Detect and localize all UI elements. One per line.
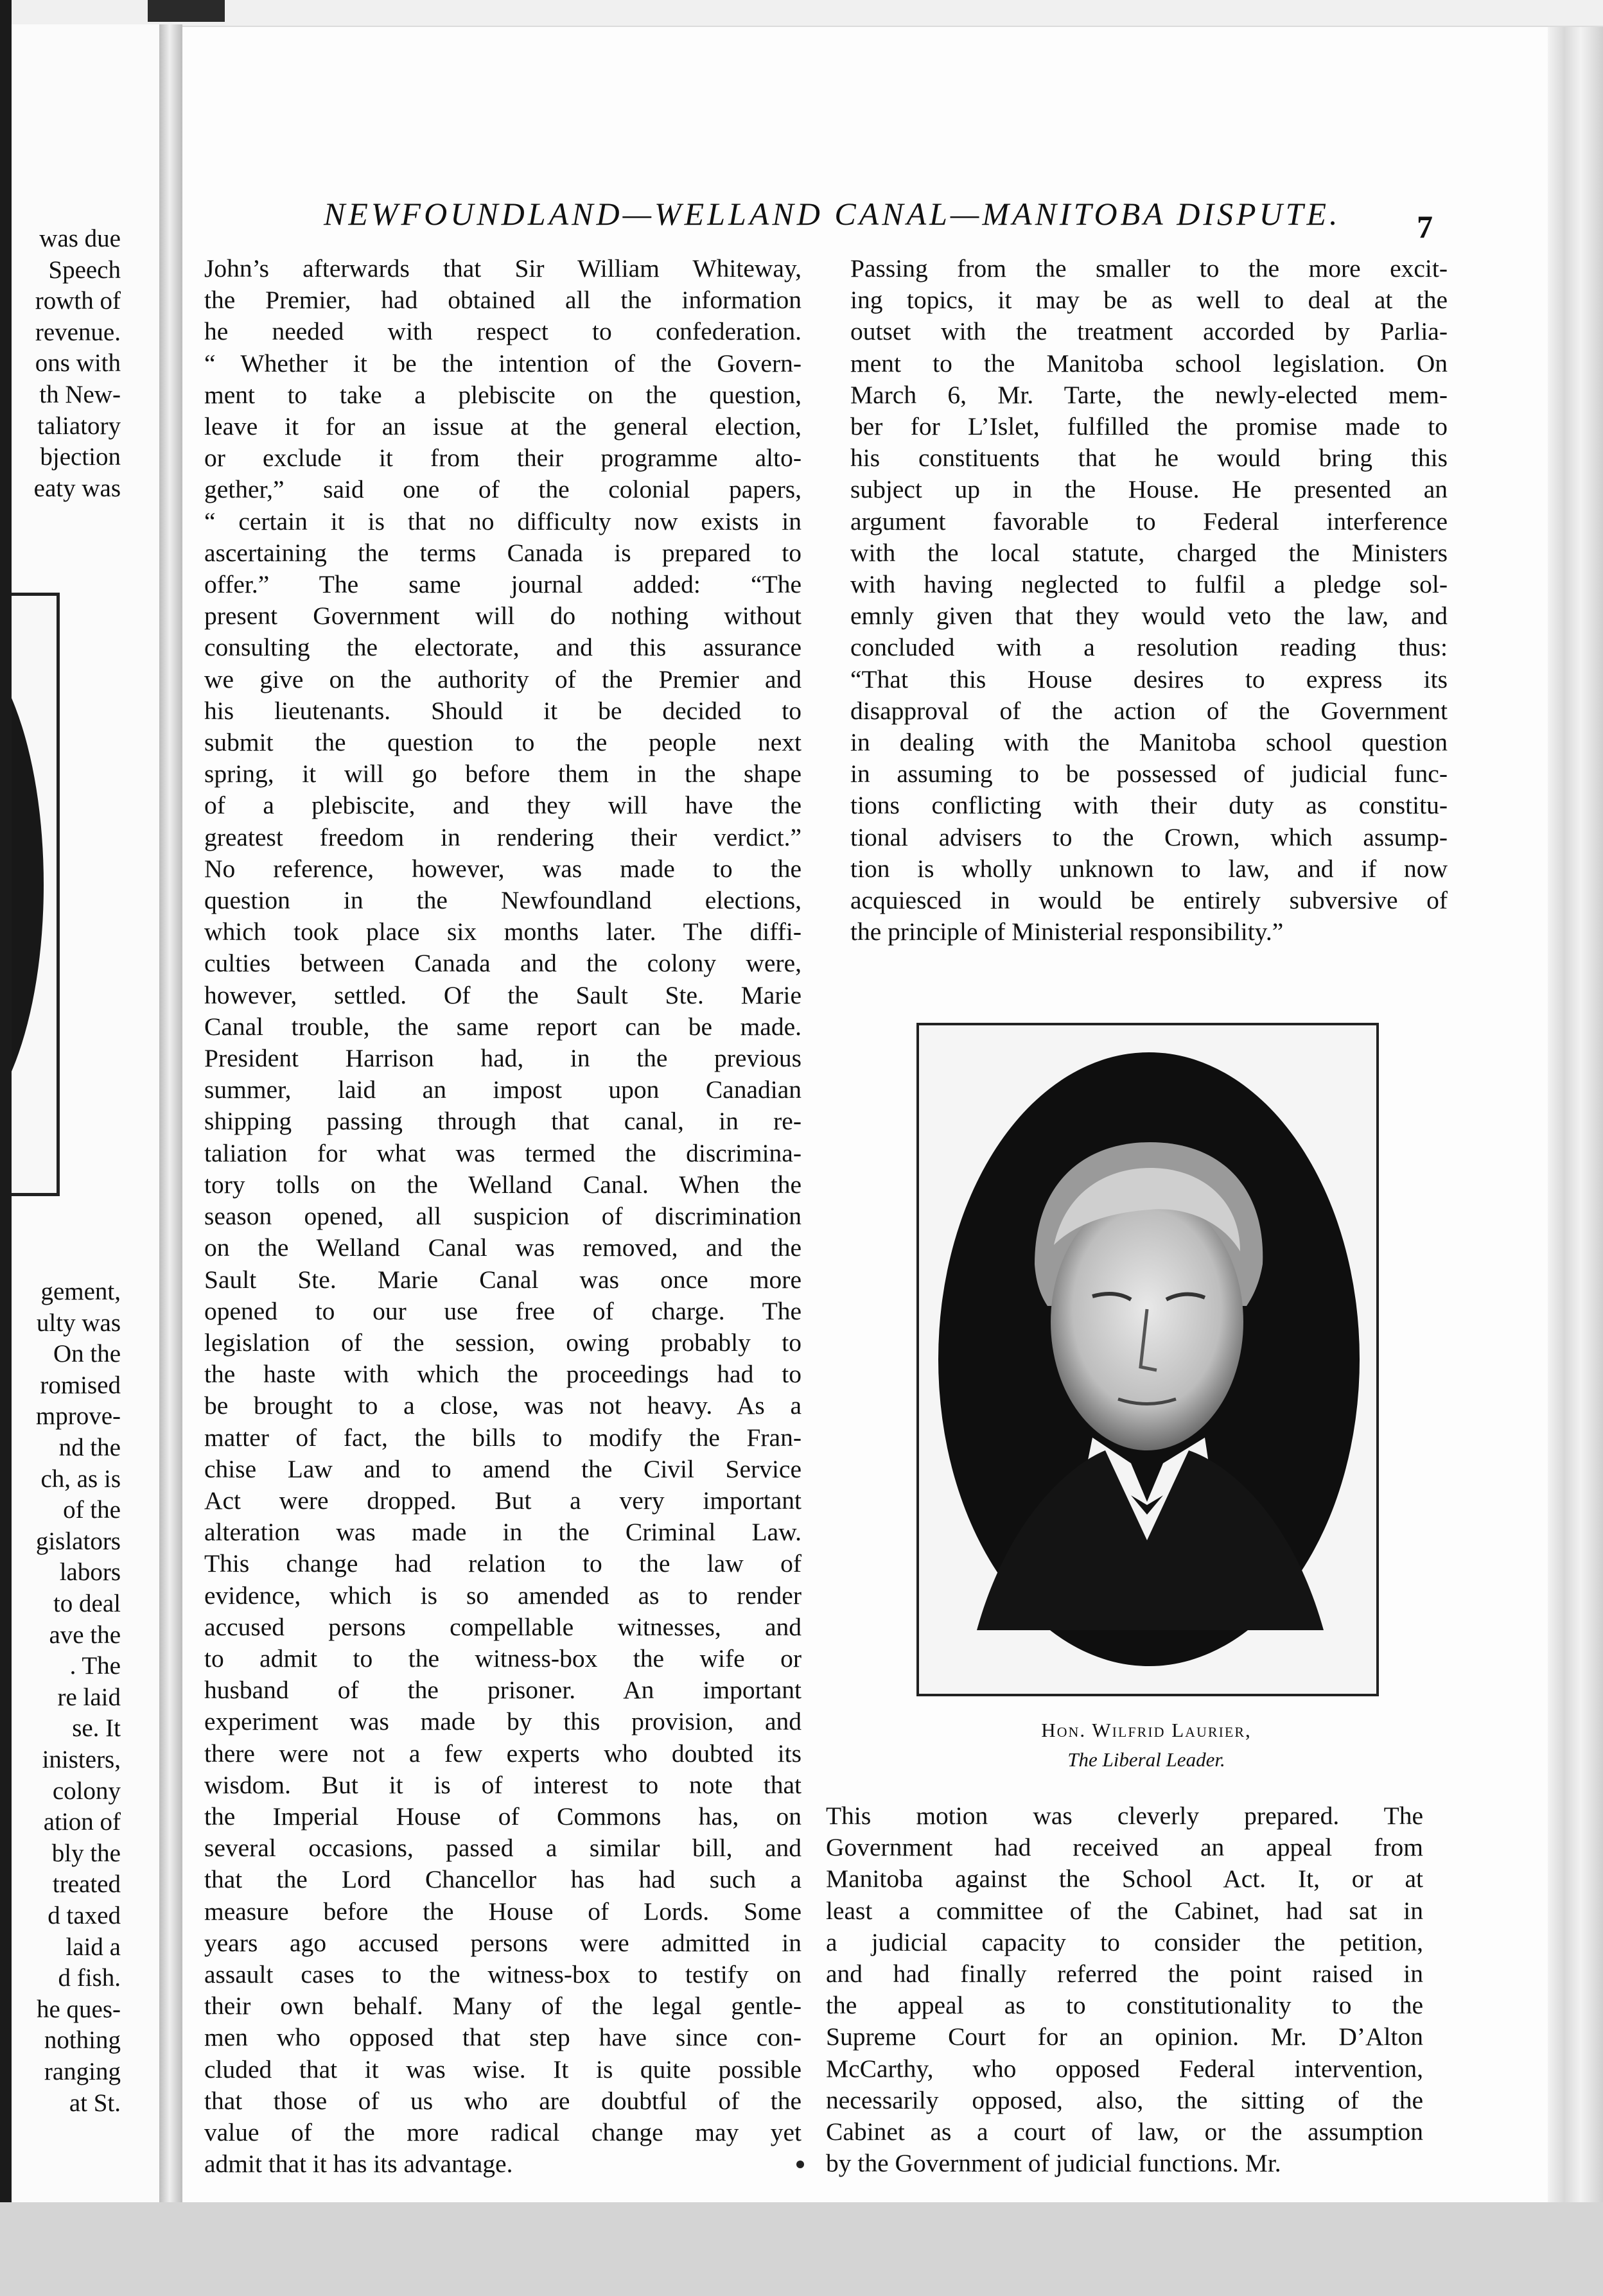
text-line: disapproval of the action of the Government bbox=[850, 696, 1448, 725]
text-line: Supreme Court for an opinion. Mr. D’Alton bbox=[826, 2022, 1423, 2051]
text-line: Act were dropped. But a very important bbox=[204, 1486, 802, 1515]
previous-page-line: ranging bbox=[44, 2058, 121, 2085]
text-line: several occasions, passed a similar bill, and bbox=[204, 1834, 802, 1863]
text-line: we give on the authority of the Premier and bbox=[204, 665, 802, 693]
previous-page-line: On the bbox=[53, 1340, 121, 1368]
text-line: ment to the Manitoba school legislation. On bbox=[850, 349, 1448, 378]
text-line: March 6, Mr. Tarte, the newly-elected mem- bbox=[850, 380, 1448, 409]
text-line: tions conflicting with their duty as constitu- bbox=[850, 791, 1448, 820]
text-line: his constituents that he would bring this bbox=[850, 444, 1448, 473]
text-line: matter of fact, the bills to modify the Fran- bbox=[204, 1423, 802, 1452]
text-line: the appeal as to constitutionality to the bbox=[826, 1991, 1423, 2020]
text-line: shipping passing through that canal, in re- bbox=[204, 1107, 802, 1136]
previous-page-line: ave the bbox=[49, 1621, 121, 1649]
previous-page-fragment bbox=[12, 24, 159, 2202]
caption-title: The Liberal Leader. bbox=[1067, 1748, 1225, 1771]
text-line: ber for L’Islet, fulfilled the promise made to bbox=[850, 412, 1448, 441]
text-line: his lieutenants. Should it be decided to bbox=[204, 696, 802, 725]
text-line: tion is wholly unknown to law, and if now bbox=[850, 854, 1448, 883]
text-line: “ certain it is that no difficulty now exists in bbox=[204, 507, 802, 535]
text-line: tional advisers to the Crown, which assump- bbox=[850, 822, 1448, 851]
text-line: emnly given that they would veto the law, and bbox=[850, 602, 1448, 631]
text-line: that the Lord Chancellor has had such a bbox=[204, 1865, 802, 1894]
previous-page-line: inisters, bbox=[42, 1746, 121, 1773]
book-spine bbox=[159, 24, 182, 2202]
text-line: Cabinet as a court of law, or the assumption bbox=[826, 2118, 1423, 2146]
previous-page-line: gement, bbox=[40, 1278, 121, 1305]
text-line: outset with the treatment accorded by Parlia- bbox=[850, 317, 1448, 346]
text-line: gether,” said one of the colonial papers, bbox=[204, 475, 802, 504]
previous-page-line: ation of bbox=[43, 1808, 121, 1836]
scan-binding-clip bbox=[148, 0, 225, 22]
text-line: Passing from the smaller to the more excit- bbox=[850, 254, 1448, 283]
text-line: President Harrison had, in the previous bbox=[204, 1044, 802, 1073]
text-line: chise Law and to amend the Civil Service bbox=[204, 1454, 802, 1483]
previous-page-line: mprove- bbox=[35, 1402, 121, 1431]
text-line: argument favorable to Federal interference bbox=[850, 507, 1448, 535]
text-line: least a committee of the Cabinet, had sat in bbox=[826, 1896, 1423, 1925]
text-line: opened to our use free of charge. The bbox=[204, 1296, 802, 1325]
previous-page-line: ch, as is bbox=[40, 1465, 121, 1493]
text-line: ment to take a plebiscite on the question, bbox=[204, 380, 802, 409]
text-line: season opened, all suspicion of discrimination bbox=[204, 1202, 802, 1231]
previous-page-line: Speech bbox=[48, 256, 121, 284]
text-line: cluded that it was wise. It is quite possible bbox=[204, 2055, 802, 2083]
previous-page-line: laid a bbox=[66, 1933, 121, 1961]
scan-bottom-band bbox=[0, 2202, 1603, 2296]
text-line: to admit to the witness-box the wife or bbox=[204, 1644, 802, 1673]
text-line: summer, laid an impost upon Canadian bbox=[204, 1075, 802, 1104]
text-line: spring, it will go before them in the shape bbox=[204, 760, 802, 788]
text-line: ascertaining the terms Canada is prepared to bbox=[204, 538, 802, 567]
text-line: submit the question to the people next bbox=[204, 728, 802, 757]
previous-page-line: bjection bbox=[40, 443, 121, 471]
text-line: Canal trouble, the same report can be made. bbox=[204, 1012, 802, 1041]
previous-page-line: romised bbox=[40, 1371, 121, 1399]
text-line: in dealing with the Manitoba school question bbox=[850, 728, 1448, 757]
text-line: or exclude it from their programme alto- bbox=[204, 444, 802, 473]
text-line: legislation of the session, owing probably to bbox=[204, 1328, 802, 1357]
text-line: which took place six months later. The diffi- bbox=[204, 918, 802, 946]
page-fore-edge bbox=[1548, 27, 1603, 2202]
previous-page-line: rowth of bbox=[35, 287, 121, 315]
previous-page-line: ons with bbox=[35, 349, 121, 378]
left-column-text bbox=[204, 253, 802, 2180]
text-line: men who opposed that step have since con- bbox=[204, 2023, 802, 2052]
text-line: the Premier, had obtained all the information bbox=[204, 286, 802, 315]
text-line: wisdom. But it is of interest to note that bbox=[204, 1770, 802, 1799]
text-line: with having neglected to fulfil a pledge sol- bbox=[850, 570, 1448, 599]
previous-page-line: at St. bbox=[69, 2089, 121, 2117]
text-line: “ Whether it be the intention of the Govern- bbox=[204, 349, 802, 378]
text-line: tory tolls on the Welland Canal. When the bbox=[204, 1170, 802, 1199]
text-line: a judicial capacity to consider the petition, bbox=[826, 1927, 1423, 1956]
text-line: that those of us who are doubtful of the bbox=[204, 2086, 802, 2115]
portrait-oval-vignette bbox=[938, 1052, 1360, 1666]
text-line: measure before the House of Lords. Some bbox=[204, 1897, 802, 1926]
previous-page-line: treated bbox=[52, 1870, 121, 1899]
text-line: the Imperial House of Commons has, on bbox=[204, 1802, 802, 1831]
text-line: This change had relation to the law of bbox=[204, 1549, 802, 1578]
text-line: leave it for an issue at the general election, bbox=[204, 412, 802, 441]
text-line: John’s afterwards that Sir William Whiteway, bbox=[204, 254, 802, 283]
text-line: McCarthy, who opposed Federal intervention, bbox=[826, 2054, 1423, 2083]
text-line: alteration was made in the Criminal Law. bbox=[204, 1518, 802, 1547]
text-line: there were not a few experts who doubted its bbox=[204, 1739, 802, 1768]
previous-page-line: revenue. bbox=[35, 318, 121, 346]
text-line: necessarily opposed, also, the sitting of the bbox=[826, 2085, 1423, 2114]
portrait-caption bbox=[880, 1716, 1413, 1775]
text-line: years ago accused persons were admitted in bbox=[204, 1928, 802, 1957]
text-line: assault cases to the witness-box to testify on bbox=[204, 1960, 802, 1988]
text-line: subject up in the House. He presented an bbox=[850, 475, 1448, 504]
text-line: of a plebiscite, and they will have the bbox=[204, 791, 802, 820]
previous-page-line: ulty was bbox=[36, 1309, 121, 1337]
previous-page-line: nothing bbox=[44, 2026, 121, 2055]
previous-page-line: to deal bbox=[53, 1590, 121, 1617]
text-line: on the Welland Canal was removed, and the bbox=[204, 1233, 802, 1262]
text-line: he needed with respect to confederation. bbox=[204, 317, 802, 346]
previous-page-line: he ques- bbox=[36, 1995, 121, 2023]
text-line: concluded with a resolution reading thus: bbox=[850, 633, 1448, 662]
running-head: NEWFOUNDLAND—WELLAND CANAL—MANITOBA DISPUTE. bbox=[324, 196, 1341, 232]
scan-left-edge bbox=[0, 0, 12, 2296]
text-line: taliation for what was termed the discrimina- bbox=[204, 1138, 802, 1167]
laurier-portrait-sketch bbox=[938, 1052, 1360, 1666]
ink-speck bbox=[796, 2161, 804, 2168]
text-line: greatest freedom in rendering their verdict.” bbox=[204, 822, 802, 851]
text-line: consulting the electorate, and this assurance bbox=[204, 633, 802, 662]
text-line: “That this House desires to express its bbox=[850, 665, 1448, 693]
text-line: husband of the prisoner. An important bbox=[204, 1676, 802, 1705]
text-line: Sault Ste. Marie Canal was once more bbox=[204, 1265, 802, 1294]
text-line: and had finally referred the point raised in bbox=[826, 1960, 1423, 1988]
text-line: present Government will do nothing without bbox=[204, 602, 802, 631]
text-line: with the local statute, charged the Ministers bbox=[850, 538, 1448, 567]
text-line: the principle of Ministerial responsibility.” bbox=[850, 918, 1284, 946]
text-line: in assuming to be possessed of judicial func- bbox=[850, 760, 1448, 788]
previous-page-line: gislators bbox=[35, 1527, 121, 1555]
text-line: acquiesced in would be entirely subversive of bbox=[850, 886, 1448, 915]
previous-page-line: . The bbox=[69, 1652, 121, 1680]
text-line: be brought to a close, was not heavy. As a bbox=[204, 1391, 802, 1420]
portrait-photo bbox=[916, 1023, 1379, 1696]
text-line: accused persons compellable witnesses, and bbox=[204, 1612, 802, 1641]
text-line: This motion was cleverly prepared. The bbox=[826, 1802, 1423, 1830]
previous-page-line: colony bbox=[52, 1777, 121, 1805]
previous-page-line: d taxed bbox=[48, 1902, 121, 1929]
right-column-text-top bbox=[850, 253, 1448, 948]
text-line: culties between Canada and the colony were, bbox=[204, 949, 802, 978]
text-line: value of the more radical change may yet bbox=[204, 2118, 802, 2146]
previous-page-line: labors bbox=[59, 1558, 121, 1587]
previous-portrait-oval bbox=[12, 634, 44, 1135]
page-number: 7 bbox=[1417, 209, 1433, 245]
text-line: No reference, however, was made to the bbox=[204, 854, 802, 883]
text-line: ing topics, it may be as well to deal at the bbox=[850, 286, 1448, 315]
previous-page-line: taliatory bbox=[37, 412, 121, 440]
text-line: their own behalf. Many of the legal gentle- bbox=[204, 1992, 802, 2021]
text-line: offer.” The same journal added: “The bbox=[204, 570, 802, 599]
text-line: the haste with which the proceedings had to bbox=[204, 1360, 802, 1389]
text-line: admit that it has its advantage. bbox=[204, 2150, 513, 2179]
previous-page-line: d fish. bbox=[58, 1964, 121, 1992]
previous-page-portrait-fragment bbox=[12, 593, 60, 1196]
previous-page-line: eaty was bbox=[33, 474, 121, 502]
text-line: however, settled. Of the Sault Ste. Marie bbox=[204, 980, 802, 1009]
previous-page-line: bly the bbox=[51, 1839, 121, 1867]
previous-page-line: nd the bbox=[58, 1434, 121, 1461]
previous-page-line: of the bbox=[63, 1496, 121, 1524]
text-line: experiment was made by this provision, and bbox=[204, 1707, 802, 1736]
text-line: Government had received an appeal from bbox=[826, 1833, 1423, 1862]
text-line: question in the Newfoundland elections, bbox=[204, 886, 802, 915]
right-column-text-bottom bbox=[826, 1800, 1423, 2179]
scan-top-band bbox=[0, 0, 1603, 26]
previous-page-line: re laid bbox=[57, 1683, 121, 1711]
previous-page-line: th New- bbox=[39, 381, 121, 408]
text-line: evidence, which is so amended as to render bbox=[204, 1581, 802, 1610]
page-seven bbox=[182, 27, 1603, 2202]
text-line: Manitoba against the School Act. It, or at bbox=[826, 1865, 1423, 1893]
previous-page-line: was due bbox=[39, 225, 121, 252]
previous-page-line: se. It bbox=[72, 1714, 121, 1743]
caption-name: Hon. Wilfrid Laurier, bbox=[1041, 1719, 1252, 1741]
text-line: by the Government of judicial functions. Mr. bbox=[826, 2149, 1281, 2178]
